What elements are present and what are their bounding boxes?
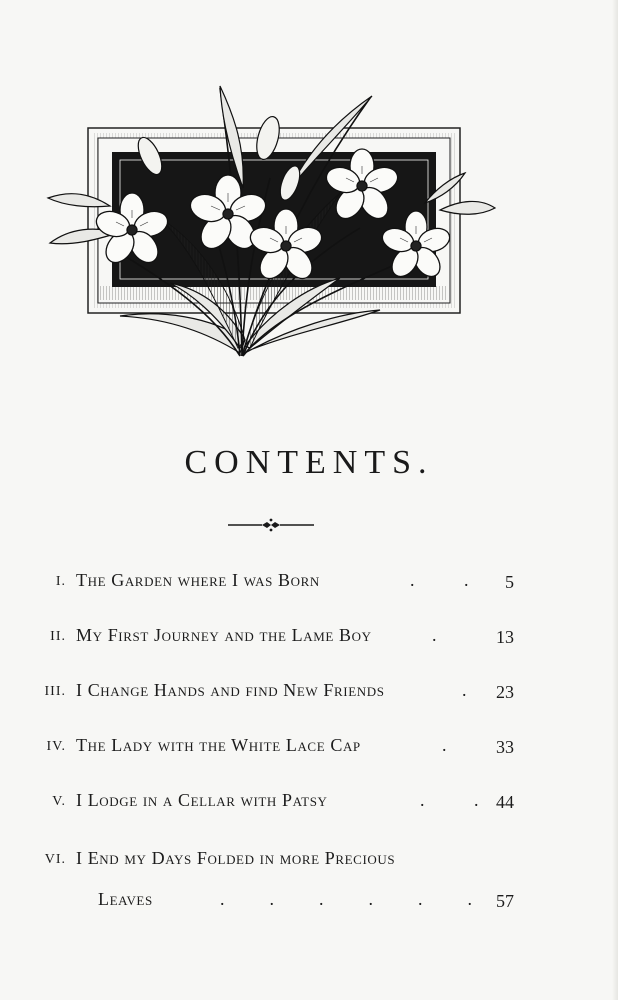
toc-entry-2[interactable] xyxy=(0,621,618,657)
dot-leader: . xyxy=(462,680,467,700)
toc-entry-5[interactable] xyxy=(0,786,618,822)
chapter-title: I End my Days Folded in more Precious xyxy=(76,848,396,868)
dot-leader: . xyxy=(432,625,437,645)
toc-entry-1[interactable] xyxy=(0,566,618,602)
page-number: 33 xyxy=(496,737,514,757)
page-number: 23 xyxy=(496,682,514,702)
dot-leader: . . xyxy=(420,790,479,810)
chapter-title: The Garden where I was Born xyxy=(76,570,320,590)
dot-leader: . xyxy=(442,735,447,755)
toc-entry-6[interactable] xyxy=(0,844,618,880)
chapter-title: The Lady with the White Lace Cap xyxy=(76,735,361,755)
toc-entry-3[interactable] xyxy=(0,676,618,712)
page-number: 44 xyxy=(496,792,514,812)
dot-leader: . . . . . . xyxy=(220,889,472,909)
chapter-title: I Lodge in a Cellar with Patsy xyxy=(76,790,328,810)
chapter-title: Leaves xyxy=(98,889,153,909)
page-number: 13 xyxy=(496,627,514,647)
page-number: 57 xyxy=(496,891,514,911)
dot-leader: . . xyxy=(410,570,469,590)
chapter-title: My First Journey and the Lame Boy xyxy=(76,625,372,645)
chapter-numeral: III. xyxy=(44,684,66,699)
ornamental-divider-icon xyxy=(226,517,316,533)
toc-entry-6-continued[interactable] xyxy=(0,885,618,921)
page-number: 5 xyxy=(505,572,514,592)
chapter-numeral: IV. xyxy=(46,739,66,754)
contents-heading: CONTENTS. xyxy=(184,444,434,481)
chapter-numeral: II. xyxy=(50,629,66,644)
chapter-numeral: I. xyxy=(55,574,66,589)
toc-entry-4[interactable] xyxy=(0,731,618,767)
chapter-numeral: V. xyxy=(52,794,66,809)
chapter-numeral: VI. xyxy=(44,852,66,867)
flower-vignette-illustration xyxy=(40,78,510,363)
chapter-title: I Change Hands and find New Friends xyxy=(76,680,385,700)
